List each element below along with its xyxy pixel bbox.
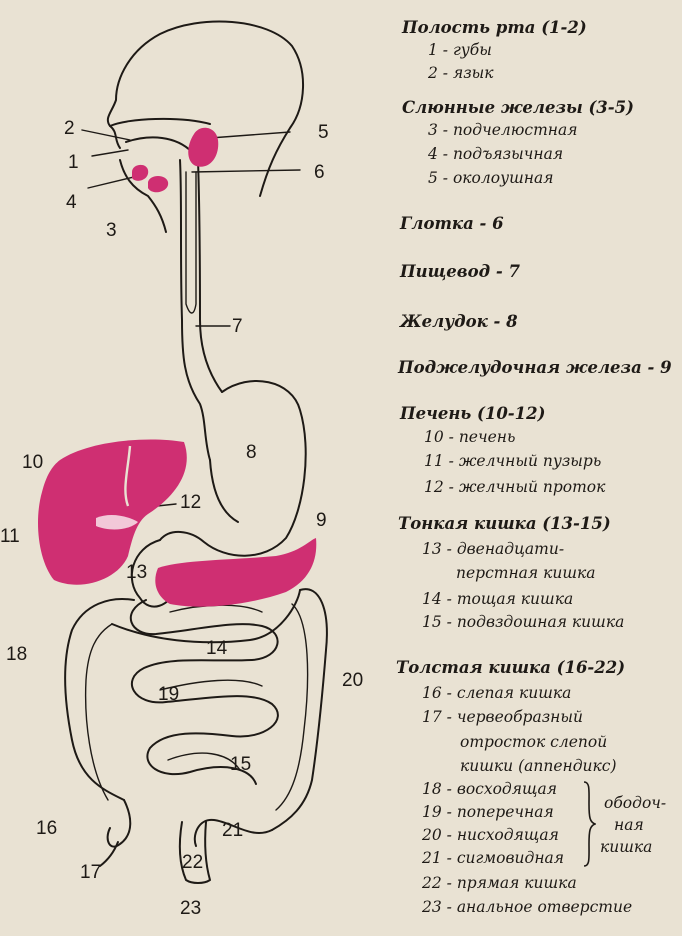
legend-item: 15 - подвздошная кишка <box>422 613 625 631</box>
legend-item: 4 - подъязычная <box>428 145 564 163</box>
legend-item: отросток слепой <box>460 733 608 751</box>
label-15: 15 <box>230 754 252 775</box>
label-1: 1 <box>68 152 79 173</box>
legend-item: 14 - тощая кишка <box>422 590 574 608</box>
legend-item: 21 - сигмовидная <box>422 849 565 867</box>
nose-mouth-outline <box>110 119 210 126</box>
label-19: 19 <box>158 684 180 705</box>
label-18: 18 <box>6 644 28 665</box>
legend-oral-title: Полость рта (1-2) <box>402 18 587 37</box>
liver <box>38 439 187 584</box>
label-9: 9 <box>316 510 327 531</box>
legend-item: 18 - восходящая <box>422 780 558 798</box>
legend-item: 3 - подчелюстная <box>428 121 578 139</box>
label-21: 21 <box>222 820 244 841</box>
label-11: 11 <box>0 526 20 547</box>
label-10: 10 <box>22 452 44 473</box>
legend-item: 10 - печень <box>424 428 516 446</box>
parotid-gland <box>188 128 218 167</box>
legend-item: 22 - прямая кишка <box>422 874 577 892</box>
legend-item: 2 - язык <box>428 64 494 82</box>
label-20: 20 <box>342 670 364 691</box>
legend-item: кишки (аппендикс) <box>460 757 617 775</box>
legend-item: 16 - слепая кишка <box>422 684 572 702</box>
legend-pancreas: Поджелудочная железа - 9 <box>398 358 672 377</box>
label-8: 8 <box>246 442 257 463</box>
label-5: 5 <box>318 122 329 143</box>
legend-pharynx: Глотка - 6 <box>400 214 504 233</box>
legend-item: 12 - желчный проток <box>424 478 606 496</box>
label-6: 6 <box>314 162 325 183</box>
colon-note-3: кишка <box>600 838 653 856</box>
colon-note-1: ободоч- <box>604 794 667 812</box>
legend-item: 20 - нисходящая <box>422 826 559 844</box>
label-23: 23 <box>180 898 202 919</box>
legend-item: 13 - двенадцати- <box>422 540 565 558</box>
legend-salivary-title: Слюнные железы (3-5) <box>402 98 634 117</box>
label-4: 4 <box>66 192 77 213</box>
legend-liver-title: Печень (10-12) <box>400 404 546 423</box>
submandibular-gland <box>148 176 168 192</box>
legend-esophagus: Пищевод - 7 <box>400 262 520 281</box>
label-14: 14 <box>206 638 228 659</box>
colon-note-2: ная <box>614 816 644 834</box>
sublingual-gland <box>132 165 148 181</box>
label-17: 17 <box>80 862 102 883</box>
palate-line <box>126 137 192 152</box>
esophagus-inner <box>186 172 196 313</box>
label-2: 2 <box>64 118 75 139</box>
legend-small-title: Тонкая кишка (13-15) <box>398 514 611 533</box>
label-22: 22 <box>182 852 204 873</box>
legend-item: 19 - поперечная <box>422 803 554 821</box>
legend-item: 1 - губы <box>428 41 492 59</box>
stomach-inner <box>210 460 238 522</box>
label-13: 13 <box>126 562 148 583</box>
legend-item: 11 - желчный пузырь <box>424 452 602 470</box>
legend-stomach: Желудок - 8 <box>400 312 518 331</box>
esophagus-right <box>198 160 222 392</box>
label-3: 3 <box>106 220 117 241</box>
small-intestine-loops <box>131 600 278 784</box>
legend-item: перстная кишка <box>456 564 596 582</box>
cecum <box>108 800 131 847</box>
descending-colon-inner <box>276 604 308 810</box>
colon-brace <box>582 780 596 868</box>
label-7: 7 <box>232 316 243 337</box>
legend-item: 17 - червеобразный <box>422 708 583 726</box>
pancreas <box>155 538 316 607</box>
label-12: 12 <box>180 492 202 513</box>
legend-item: 5 - околоушная <box>428 169 554 187</box>
legend-item: 23 - анальное отверстие <box>422 898 633 916</box>
ascending-colon-inner <box>86 624 112 800</box>
legend-large-title: Толстая кишка (16-22) <box>396 658 626 677</box>
label-16: 16 <box>36 818 58 839</box>
